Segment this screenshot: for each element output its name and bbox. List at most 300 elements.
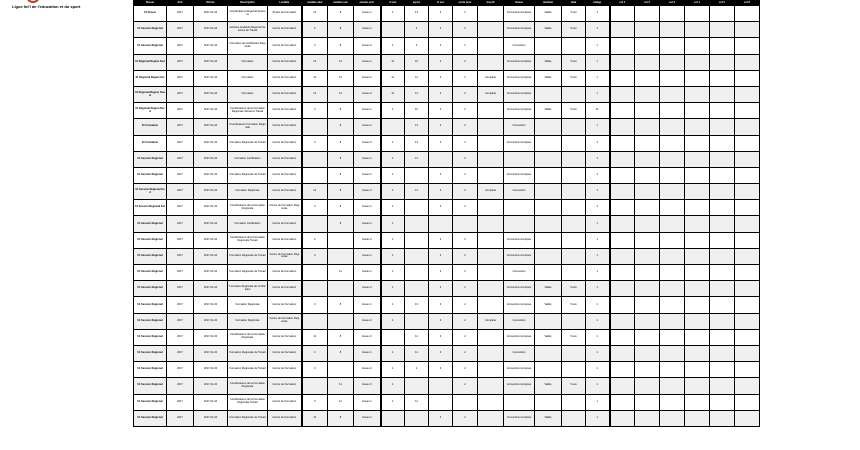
table-cell bbox=[610, 232, 635, 248]
table-cell: Complete bbox=[478, 313, 504, 329]
table-cell: Formation Regionale de Certification bbox=[228, 281, 268, 297]
table-cell bbox=[535, 265, 562, 281]
table-row bbox=[134, 281, 760, 297]
table-cell bbox=[685, 103, 710, 119]
table-cell: 1 bbox=[586, 281, 610, 297]
table-cell bbox=[562, 200, 586, 216]
table-cell: niveau 1 bbox=[354, 103, 381, 119]
table-cell bbox=[610, 378, 635, 394]
table-cell bbox=[660, 200, 685, 216]
table-cell bbox=[660, 232, 685, 248]
table-cell: 1 bbox=[381, 232, 405, 248]
table-cell: 2017 bbox=[167, 281, 194, 297]
table-cell bbox=[660, 135, 685, 151]
table-cell: Centre de Formation bbox=[268, 232, 302, 248]
table-cell: 1 bbox=[586, 22, 610, 38]
table-cell: 2 bbox=[453, 410, 478, 426]
table-cell bbox=[535, 200, 562, 216]
table-cell bbox=[478, 38, 504, 54]
table-cell bbox=[635, 248, 660, 264]
table-row bbox=[134, 265, 760, 281]
table-cell bbox=[660, 265, 685, 281]
table-cell bbox=[562, 135, 586, 151]
table-cell: 3 bbox=[429, 248, 453, 264]
table-cell: Centre de Formation bbox=[268, 119, 302, 135]
table-cell: 3 bbox=[405, 38, 429, 54]
table-cell bbox=[735, 345, 760, 361]
table-cell: Valide bbox=[535, 281, 562, 297]
table-cell bbox=[562, 184, 586, 200]
table-cell bbox=[535, 135, 562, 151]
table-cell: Centre de Formation bbox=[268, 281, 302, 297]
table-cell bbox=[478, 362, 504, 378]
table-cell: 5 ans bbox=[562, 54, 586, 70]
table-cell: 1 bbox=[381, 378, 405, 394]
column-header: col 3 bbox=[660, 1, 685, 6]
table-cell bbox=[735, 410, 760, 426]
table-cell: Centre de Formation bbox=[268, 38, 302, 54]
table-cell: Formation Regionale de Travail bbox=[228, 410, 268, 426]
table-cell: 2 bbox=[453, 167, 478, 183]
table-cell: Formation Regionale bbox=[228, 184, 268, 200]
table-cell bbox=[710, 329, 735, 345]
table-cell: 3 bbox=[429, 345, 453, 361]
table-cell: 8 bbox=[328, 119, 354, 135]
table-cell: 1 bbox=[586, 248, 610, 264]
table-cell: 2017 bbox=[167, 232, 194, 248]
table-cell: 3 bbox=[429, 167, 453, 183]
table-cell: 2017 bbox=[167, 362, 194, 378]
row-label-cell: 01 Session Regional bbox=[134, 281, 167, 297]
table-cell: 8 bbox=[328, 135, 354, 151]
table-cell bbox=[562, 410, 586, 426]
table-cell bbox=[302, 378, 328, 394]
table-cell: niveau 1 bbox=[354, 248, 381, 264]
table-row bbox=[134, 6, 760, 22]
table-cell bbox=[685, 38, 710, 54]
table-cell bbox=[610, 362, 635, 378]
table-cell: 2017-01-04 bbox=[194, 119, 228, 135]
table-cell bbox=[710, 248, 735, 264]
row-label-cell: 01 Session Regional bbox=[134, 345, 167, 361]
table-cell: 1 bbox=[586, 151, 610, 167]
table-cell bbox=[635, 297, 660, 313]
table-cell: 2017 bbox=[167, 135, 194, 151]
table-cell: 8 bbox=[328, 216, 354, 232]
table-cell bbox=[660, 362, 685, 378]
table-cell: niveau 1 bbox=[354, 297, 381, 313]
table-cell bbox=[660, 22, 685, 38]
table-cell bbox=[710, 410, 735, 426]
table-cell bbox=[735, 151, 760, 167]
table-cell bbox=[660, 119, 685, 135]
table-cell bbox=[635, 394, 660, 410]
table-cell bbox=[610, 265, 635, 281]
table-cell bbox=[610, 70, 635, 86]
table-cell: 2 bbox=[453, 378, 478, 394]
table-cell: 8 bbox=[328, 103, 354, 119]
table-cell: Convention Acceptee bbox=[504, 248, 535, 264]
table-cell: Convention Acceptee bbox=[504, 6, 535, 22]
row-label-cell: 01 Formation bbox=[134, 135, 167, 151]
table-cell: 5 ans bbox=[562, 103, 586, 119]
table-cell: 2 bbox=[453, 329, 478, 345]
table-cell: 3 bbox=[302, 135, 328, 151]
table-cell: 1 bbox=[381, 6, 405, 22]
table-cell: 11 bbox=[381, 70, 405, 86]
table-cell: 1 bbox=[586, 119, 610, 135]
table-cell bbox=[429, 378, 453, 394]
table-row bbox=[134, 119, 760, 135]
table-cell bbox=[453, 216, 478, 232]
table-cell bbox=[635, 86, 660, 102]
table-cell: 11 bbox=[405, 184, 429, 200]
table-cell: niveau 3 bbox=[354, 184, 381, 200]
table-cell: 2 bbox=[453, 86, 478, 102]
table-cell: 2 bbox=[453, 297, 478, 313]
column-header: classe bbox=[504, 1, 535, 6]
table-cell bbox=[610, 38, 635, 54]
table-cell: 11 bbox=[381, 86, 405, 102]
table-cell bbox=[302, 151, 328, 167]
table-cell: 3 bbox=[429, 410, 453, 426]
table-cell bbox=[710, 6, 735, 22]
table-cell: 3 bbox=[429, 135, 453, 151]
table-cell bbox=[610, 200, 635, 216]
table-cell bbox=[478, 119, 504, 135]
table-cell bbox=[660, 345, 685, 361]
table-cell: 1 bbox=[381, 151, 405, 167]
table-cell: 2017 bbox=[167, 184, 194, 200]
table-row bbox=[134, 297, 760, 313]
table-row bbox=[134, 167, 760, 183]
table-cell: Formation Regionale de Travail bbox=[228, 265, 268, 281]
table-cell: 3 bbox=[302, 103, 328, 119]
table-cell bbox=[635, 6, 660, 22]
table-cell bbox=[610, 6, 635, 22]
table-cell: niveau 2 bbox=[354, 216, 381, 232]
table-cell: 3 bbox=[429, 6, 453, 22]
column-header: eq lyc bbox=[405, 1, 429, 6]
table-cell: 12 bbox=[302, 86, 328, 102]
table-cell: 3 bbox=[429, 329, 453, 345]
table-cell: 1 bbox=[586, 232, 610, 248]
table-cell: 3 bbox=[429, 86, 453, 102]
table-cell bbox=[478, 167, 504, 183]
table-cell bbox=[635, 54, 660, 70]
table-cell bbox=[635, 345, 660, 361]
table-cell bbox=[610, 248, 635, 264]
table-cell bbox=[562, 216, 586, 232]
table-cell bbox=[302, 265, 328, 281]
table-cell: 2 bbox=[453, 184, 478, 200]
table-cell bbox=[504, 200, 535, 216]
table-cell bbox=[562, 394, 586, 410]
table-cell: Convention Acceptee bbox=[504, 410, 535, 426]
table-cell bbox=[478, 6, 504, 22]
table-cell: 8 bbox=[328, 22, 354, 38]
table-cell bbox=[660, 378, 685, 394]
table-cell: Centre de Formation bbox=[268, 184, 302, 200]
table-cell bbox=[710, 54, 735, 70]
table-cell: Centre de Formation bbox=[268, 378, 302, 394]
table-cell bbox=[735, 281, 760, 297]
table-cell bbox=[635, 265, 660, 281]
table-cell bbox=[610, 313, 635, 329]
table-cell bbox=[610, 22, 635, 38]
table-cell: 2 bbox=[453, 313, 478, 329]
table-cell: 2 bbox=[453, 119, 478, 135]
table-cell: 2 bbox=[453, 232, 478, 248]
table-cell: 1 bbox=[586, 6, 610, 22]
table-cell: 11 bbox=[405, 345, 429, 361]
table-cell bbox=[405, 265, 429, 281]
table-cell: Valide bbox=[535, 410, 562, 426]
table-cell bbox=[478, 135, 504, 151]
table-cell bbox=[735, 38, 760, 54]
table-cell: 1 bbox=[586, 167, 610, 183]
table-cell: Convention bbox=[504, 119, 535, 135]
table-cell bbox=[562, 151, 586, 167]
table-cell bbox=[429, 216, 453, 232]
table-cell: Activites etudiants Regional Sessions de Travail bbox=[228, 22, 268, 38]
table-cell bbox=[535, 184, 562, 200]
table-cell bbox=[610, 410, 635, 426]
table-cell: 12 bbox=[328, 70, 354, 86]
logo-text: Ligue Int'l de l'education et du sport bbox=[12, 4, 81, 9]
table-cell bbox=[562, 345, 586, 361]
table-cell bbox=[710, 119, 735, 135]
table-cell bbox=[635, 119, 660, 135]
table-cell bbox=[478, 200, 504, 216]
table-cell bbox=[635, 378, 660, 394]
table-cell bbox=[685, 119, 710, 135]
table-cell: 1 bbox=[586, 362, 610, 378]
table-cell: Centre de Formation bbox=[268, 297, 302, 313]
table-cell: 16 bbox=[405, 54, 429, 70]
table-cell bbox=[735, 313, 760, 329]
table-cell bbox=[478, 281, 504, 297]
table-cell: 1 bbox=[381, 200, 405, 216]
table-cell: 2017-01-04 bbox=[194, 329, 228, 345]
table-cell: Formation bbox=[228, 86, 268, 102]
table-cell bbox=[478, 297, 504, 313]
table-row bbox=[134, 38, 760, 54]
table-cell: Centre de Formation bbox=[268, 329, 302, 345]
row-label-cell: 01 Session Regional bbox=[134, 248, 167, 264]
table-cell: niveau 2 bbox=[354, 410, 381, 426]
table-cell: 2017-01-04 bbox=[194, 232, 228, 248]
table-cell: Formation Regionale bbox=[228, 297, 268, 313]
table-cell bbox=[735, 70, 760, 86]
table-cell: 2017-01-04 bbox=[194, 216, 228, 232]
table-cell: 1 bbox=[381, 394, 405, 410]
table-cell: Convention Acceptee bbox=[504, 329, 535, 345]
table-cell bbox=[405, 313, 429, 329]
table-cell: niveau 3 bbox=[354, 38, 381, 54]
table-cell bbox=[535, 151, 562, 167]
table-cell: 1 bbox=[453, 135, 478, 151]
table-cell: 1 bbox=[381, 216, 405, 232]
table-cell bbox=[735, 54, 760, 70]
table-cell bbox=[478, 248, 504, 264]
table-cell: Complete bbox=[478, 86, 504, 102]
table-cell bbox=[710, 70, 735, 86]
table-cell: 1 bbox=[586, 70, 610, 86]
row-label-cell: 01 Session Regional bbox=[134, 297, 167, 313]
table-cell bbox=[635, 216, 660, 232]
table-cell bbox=[710, 313, 735, 329]
table-cell bbox=[328, 362, 354, 378]
table-cell bbox=[504, 151, 535, 167]
table-cell bbox=[635, 135, 660, 151]
table-cell: 2017 bbox=[167, 410, 194, 426]
table-cell bbox=[735, 248, 760, 264]
column-header: col 2 bbox=[635, 1, 660, 6]
table-cell: 2 bbox=[453, 362, 478, 378]
table-cell: Convention Acceptee bbox=[504, 281, 535, 297]
table-cell bbox=[302, 216, 328, 232]
table-cell: 2017 bbox=[167, 297, 194, 313]
table-cell: 2017 bbox=[167, 378, 194, 394]
table-cell: 11 bbox=[405, 70, 429, 86]
table-cell bbox=[710, 216, 735, 232]
row-label-cell: 01 Session Regional bbox=[134, 313, 167, 329]
table-cell bbox=[685, 394, 710, 410]
table-cell: 11 bbox=[405, 151, 429, 167]
row-label-cell: 01 Session Regional bbox=[134, 167, 167, 183]
table-cell: niveau 1 bbox=[354, 200, 381, 216]
column-header: cl sco bbox=[429, 1, 453, 6]
table-cell bbox=[478, 103, 504, 119]
table-cell bbox=[635, 167, 660, 183]
table-cell: 11 bbox=[302, 410, 328, 426]
table-cell: Convention Acceptee bbox=[504, 86, 535, 102]
table-cell: niveau 3 bbox=[354, 378, 381, 394]
table-cell: 2017 bbox=[167, 167, 194, 183]
table-cell bbox=[610, 345, 635, 361]
table-cell bbox=[710, 378, 735, 394]
table-cell bbox=[535, 362, 562, 378]
table-cell: 5 ans bbox=[562, 297, 586, 313]
table-cell: Convention Acceptee bbox=[504, 103, 535, 119]
table-cell bbox=[535, 86, 562, 102]
table-cell bbox=[660, 54, 685, 70]
table-cell: 2 bbox=[453, 200, 478, 216]
table-row bbox=[134, 378, 760, 394]
table-cell bbox=[710, 232, 735, 248]
table-cell: Formation bbox=[228, 54, 268, 70]
table-cell: 3 bbox=[429, 70, 453, 86]
table-cell: 1 bbox=[586, 200, 610, 216]
table-cell: Convention Acceptee bbox=[504, 378, 535, 394]
table-cell bbox=[710, 200, 735, 216]
table-cell: 2017-01-04 bbox=[194, 135, 228, 151]
table-cell: 2 bbox=[302, 22, 328, 38]
table-cell: Convention Acceptee bbox=[504, 362, 535, 378]
column-header: Description bbox=[228, 1, 268, 6]
table-cell: Convention Acceptee bbox=[504, 70, 535, 86]
table-cell: 1 bbox=[586, 38, 610, 54]
table-row bbox=[134, 410, 760, 426]
table-cell bbox=[610, 297, 635, 313]
row-label-cell: 01 Classe bbox=[134, 6, 167, 22]
table-cell: Convention bbox=[504, 38, 535, 54]
table-row bbox=[134, 362, 760, 378]
table-cell: Coordinateurs de la Formation Regionale Travail bbox=[228, 394, 268, 410]
table-cell bbox=[478, 54, 504, 70]
table-cell: 1 bbox=[453, 70, 478, 86]
table-cell: 2017-01-04 bbox=[194, 200, 228, 216]
table-cell bbox=[535, 394, 562, 410]
table-cell bbox=[302, 281, 328, 297]
table-cell: 11 bbox=[328, 265, 354, 281]
table-row bbox=[134, 22, 760, 38]
table-cell bbox=[685, 232, 710, 248]
table-cell: Coordinateurs Regional Sessions bbox=[228, 6, 268, 22]
table-cell: Valide bbox=[535, 6, 562, 22]
table-cell bbox=[381, 329, 405, 345]
table-cell: 1 bbox=[586, 378, 610, 394]
table-cell: Convention Acceptee bbox=[504, 135, 535, 151]
table-cell bbox=[685, 265, 710, 281]
column-header: total bbox=[562, 1, 586, 6]
table-cell bbox=[710, 86, 735, 102]
table-cell: 2017-01-04 bbox=[194, 167, 228, 183]
table-cell: 11 bbox=[405, 394, 429, 410]
table-cell bbox=[328, 248, 354, 264]
table-cell bbox=[660, 38, 685, 54]
table-cell bbox=[535, 38, 562, 54]
table-cell bbox=[635, 151, 660, 167]
table-cell: Formation Regionale de Travail bbox=[228, 167, 268, 183]
table-cell bbox=[635, 103, 660, 119]
table-cell bbox=[710, 394, 735, 410]
table-cell bbox=[405, 167, 429, 183]
table-cell: 2 bbox=[453, 248, 478, 264]
column-header: Sessio bbox=[134, 1, 167, 6]
table-cell: 8 bbox=[328, 184, 354, 200]
table-cell bbox=[710, 265, 735, 281]
table-cell bbox=[735, 103, 760, 119]
table-cell bbox=[562, 38, 586, 54]
table-cell bbox=[735, 394, 760, 410]
table-body bbox=[134, 6, 760, 427]
table-cell: 2 bbox=[453, 22, 478, 38]
table-cell: 3 bbox=[429, 281, 453, 297]
table-cell bbox=[710, 362, 735, 378]
table-cell bbox=[610, 135, 635, 151]
table-cell: 3 bbox=[302, 345, 328, 361]
row-label-cell: 01 Session Regional Sud bbox=[134, 184, 167, 200]
table-cell: 3 bbox=[302, 232, 328, 248]
row-label-cell: 01 Session Regional bbox=[134, 151, 167, 167]
table-cell: 3 bbox=[429, 313, 453, 329]
table-cell bbox=[610, 151, 635, 167]
table-cell: 2 bbox=[453, 345, 478, 361]
table-cell bbox=[562, 119, 586, 135]
column-header: ecole prov bbox=[453, 1, 478, 6]
table-cell bbox=[735, 200, 760, 216]
table-cell: Valide bbox=[535, 329, 562, 345]
table-cell bbox=[405, 232, 429, 248]
table-cell bbox=[478, 232, 504, 248]
table-cell: 2017 bbox=[167, 345, 194, 361]
table-cell: 1 bbox=[586, 410, 610, 426]
table-cell bbox=[381, 22, 405, 38]
table-cell bbox=[660, 70, 685, 86]
table-cell bbox=[610, 103, 635, 119]
